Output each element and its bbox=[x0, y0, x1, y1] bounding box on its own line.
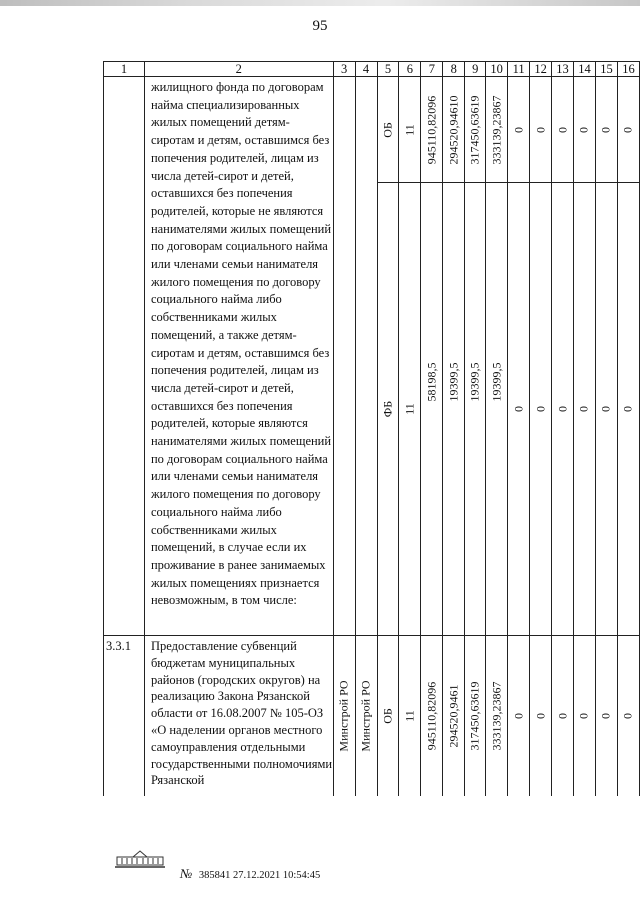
col-number: 15 bbox=[595, 62, 617, 77]
total-cell bbox=[421, 636, 443, 796]
col-number: 5 bbox=[377, 62, 399, 77]
column-numbers-row bbox=[104, 62, 640, 77]
funding-source-cell bbox=[377, 183, 399, 636]
code-value: 11 bbox=[402, 123, 417, 136]
year-value: 0 bbox=[555, 406, 570, 412]
year-value: 0 bbox=[533, 126, 548, 133]
col-number: 7 bbox=[421, 62, 443, 77]
col-number: 10 bbox=[486, 62, 508, 77]
year-value-cell bbox=[443, 77, 465, 183]
code-cell bbox=[399, 77, 421, 183]
total-value: 58198,5 bbox=[424, 362, 439, 402]
col-number: 4 bbox=[355, 62, 377, 77]
year-value-cell bbox=[486, 636, 508, 796]
year-value: 0 bbox=[598, 712, 613, 719]
year-value: 333139,23867 bbox=[489, 95, 504, 164]
year-value: 19399,5 bbox=[489, 362, 504, 402]
col-number: 16 bbox=[617, 62, 639, 77]
year-value: 0 bbox=[620, 126, 635, 133]
code-value: 11 bbox=[402, 709, 417, 722]
total-cell bbox=[421, 183, 443, 636]
funding-source: ОБ bbox=[380, 121, 395, 138]
year-value-cell bbox=[465, 636, 486, 796]
year-value-cell bbox=[443, 183, 465, 636]
funding-source-cell bbox=[377, 636, 399, 796]
responsible-cell bbox=[333, 77, 355, 636]
year-value: 0 bbox=[555, 126, 570, 133]
year-value-cell bbox=[443, 636, 465, 796]
funding-source-cell bbox=[377, 77, 399, 183]
year-value-cell bbox=[508, 183, 530, 636]
year-value-cell bbox=[574, 636, 596, 796]
year-value-cell bbox=[486, 183, 508, 636]
table-row bbox=[104, 636, 640, 796]
year-value: 0 bbox=[598, 126, 613, 133]
code-cell bbox=[399, 636, 421, 796]
year-value: 294520,9461 bbox=[446, 684, 461, 748]
document-number: 385841 bbox=[198, 870, 231, 881]
col-number: 14 bbox=[574, 62, 596, 77]
row-number-cell bbox=[104, 77, 145, 636]
year-value: 333139,23867 bbox=[489, 681, 504, 751]
year-value-cell bbox=[530, 77, 552, 183]
year-value: 0 bbox=[576, 126, 591, 133]
year-value: 0 bbox=[555, 712, 570, 719]
number-sign: № bbox=[180, 866, 193, 881]
col-number: 3 bbox=[333, 62, 355, 77]
total-cell bbox=[421, 77, 443, 183]
table-row bbox=[104, 77, 640, 183]
year-value-cell bbox=[617, 77, 639, 183]
year-value: 0 bbox=[511, 126, 526, 133]
total-value: 945110,82096 bbox=[424, 95, 439, 164]
col-number: 1 bbox=[104, 62, 145, 77]
year-value: 294520,94610 bbox=[446, 95, 461, 164]
year-value-cell bbox=[530, 636, 552, 796]
year-value: 19399,5 bbox=[446, 362, 461, 402]
year-value: 0 bbox=[533, 406, 548, 412]
year-value-cell bbox=[465, 77, 486, 183]
funding-source: ОБ bbox=[380, 707, 395, 724]
col-number: 6 bbox=[399, 62, 421, 77]
page-number: 95 bbox=[312, 18, 328, 34]
year-value: 0 bbox=[576, 406, 591, 412]
year-value-cell bbox=[617, 636, 639, 796]
year-value: 0 bbox=[511, 406, 526, 412]
year-value: 0 bbox=[533, 712, 548, 719]
year-value: 19399,5 bbox=[467, 362, 482, 402]
year-value: 317450,63619 bbox=[467, 681, 482, 751]
col-number: 13 bbox=[552, 62, 574, 77]
scan-top-edge bbox=[0, 0, 640, 6]
col-number: 2 bbox=[144, 62, 333, 77]
year-value-cell bbox=[530, 183, 552, 636]
coexecutor-cell bbox=[355, 77, 377, 636]
year-value: 0 bbox=[620, 712, 635, 719]
document-datetime: 27.12.2021 10:54:45 bbox=[233, 870, 321, 881]
year-value-cell bbox=[552, 636, 574, 796]
year-value-cell bbox=[617, 183, 639, 636]
code-value: 11 bbox=[402, 403, 417, 415]
year-value-cell bbox=[508, 636, 530, 796]
code-cell bbox=[399, 183, 421, 636]
row-description: жилищного фонда по договорам найма специализированных жилых помещений детям-сиротам и детям, оставшимся без попечения родителей, лицам из числа детей-сирот и детей, оставшихся без попечения родителей, которые не являются нанимателями жилых помещений по договорам социального найма или членами семьи нанимателя жилого помещения по договору социального найма либо собственниками жилых помещений, а также детям-сиротам и детям, оставшимся без попечения родителей, лицам из числа детей-сирот и детей, оставшихся без попечения родителей, которые являются нанимателями жилых помещений по договорам социального найма или членами семьи нанимателя жилого помещения по договору социального найма либо собственниками жилых помещений, в случае если их проживание в ранее занимаемых жилых помещениях признается невозможным, в том числе: bbox=[144, 77, 333, 636]
year-value: 0 bbox=[511, 712, 526, 719]
col-number: 9 bbox=[465, 62, 486, 77]
col-number: 11 bbox=[508, 62, 530, 77]
year-value-cell bbox=[486, 77, 508, 183]
responsible-executor: Минстрой РО bbox=[336, 680, 351, 752]
year-value-cell bbox=[595, 183, 617, 636]
col-number: 12 bbox=[530, 62, 552, 77]
coexecutor-cell bbox=[355, 636, 377, 796]
budget-table bbox=[103, 61, 640, 796]
funding-source: ФБ bbox=[380, 400, 395, 418]
year-value-cell bbox=[552, 77, 574, 183]
year-value-cell bbox=[552, 183, 574, 636]
year-value-cell bbox=[574, 183, 596, 636]
year-value-cell bbox=[595, 636, 617, 796]
year-value: 0 bbox=[576, 712, 591, 719]
year-value-cell bbox=[508, 77, 530, 183]
co-executor: Минстрой РО bbox=[358, 680, 373, 752]
year-value: 0 bbox=[620, 406, 635, 412]
total-value: 945110,82096 bbox=[424, 681, 439, 751]
year-value-cell bbox=[465, 183, 486, 636]
year-value-cell bbox=[595, 77, 617, 183]
year-value: 317450,63619 bbox=[467, 95, 482, 164]
year-value-cell bbox=[574, 77, 596, 183]
year-value: 0 bbox=[598, 406, 613, 412]
row-description: Предоставление субвенций бюджетам муниципальных районов (городских округов) на реализацию Закона Рязанской области от 16.08.2007 № 105-ОЗ «О наделении органов местного самоуправления отдельными государственными полномочиями Рязанской bbox=[144, 636, 333, 796]
row-number: 3.3.1 bbox=[104, 636, 145, 796]
responsible-cell bbox=[333, 636, 355, 796]
document-footer bbox=[180, 866, 320, 882]
col-number: 8 bbox=[443, 62, 465, 77]
building-emblem-icon bbox=[113, 848, 167, 870]
